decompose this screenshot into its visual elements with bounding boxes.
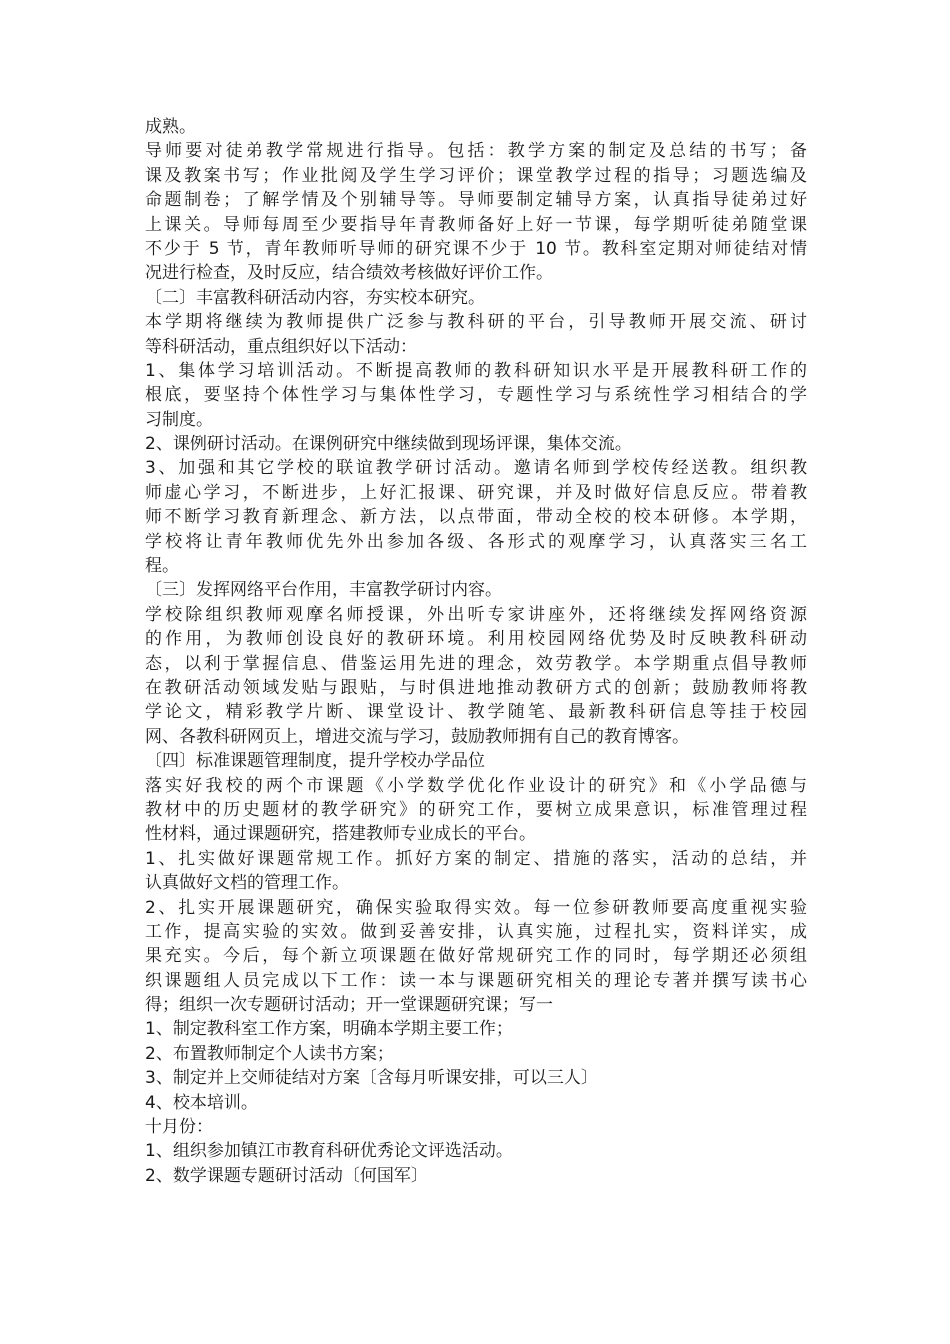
text-line: 态，以利于掌握信息、借鉴运用先进的理念，效劳教学。本学期重点倡导教师 — [145, 653, 807, 674]
list-item: 3、制定并上交师徒结对方案〔含每月听课安排，可以三人〕 — [145, 1068, 598, 1089]
list-item: 4、校本培训。 — [145, 1092, 258, 1113]
text-line: 工作，提高实验的实效。做到妥善安排，认真实施，过程扎实，资料详实，成 — [145, 921, 807, 942]
text-line: 学论文，精彩教学片断、课堂设计、教学随笔、最新教科研信息等挂于校园 — [145, 702, 807, 723]
text-line: 得；组织一次专题研讨活动；开一堂课题研究课；写一 — [145, 995, 553, 1016]
section-heading: 〔三〕发挥网络平台作用，丰富教学研讨内容。 — [145, 580, 502, 601]
text-line: 导师要对徒弟教学常规进行指导。包括：教学方案的制定及总结的书写；备 — [145, 141, 807, 162]
text-line: 等科研活动，重点组织好以下活动： — [145, 336, 417, 357]
list-item: 2、扎实开展课题研究，确保实验取得实效。每一位参研教师要高度重视实验 — [145, 897, 807, 918]
text-line: 教材中的历史题材的教学研究》的研究工作，要树立成果意识，标准管理过程 — [145, 799, 807, 820]
text-line: 程。 — [145, 556, 179, 577]
document-body — [145, 115, 807, 1188]
text-line: 的作用，为教师创设良好的教研环境。利用校园网络优势及时反映教科研动 — [145, 629, 807, 650]
text-line: 根底，要坚持个体性学习与集体性学习，专题性学习与系统性学习相结合的学 — [145, 385, 807, 406]
text-line: 命题制卷；了解学情及个别辅导等。导师要制定辅导方案，认真指导徒弟过好 — [145, 190, 807, 211]
text-line: 织课题组人员完成以下工作：读一本与课题研究相关的理论专著并撰写读书心 — [145, 970, 807, 991]
text-line: 师虚心学习，不断进步，上好汇报课、研究课，并及时做好信息反应。带着教 — [145, 482, 807, 503]
list-item: 1、扎实做好课题常规工作。抓好方案的制定、措施的落实，活动的总结，并 — [145, 848, 807, 869]
text-line: 性材料，通过课题研究，搭建教师专业成长的平台。 — [145, 824, 536, 845]
list-item: 2、数学课题专题研讨活动〔何国军〕 — [145, 1165, 428, 1186]
text-line: 况进行检查，及时反应，结合绩效考核做好评价工作。 — [145, 263, 553, 284]
text-line: 课及教案书写；作业批阅及学生学习评价；课堂教学过程的指导；习题选编及 — [145, 165, 807, 186]
text-line: 认真做好文档的管理工作。 — [145, 873, 349, 894]
list-item: 3、加强和其它学校的联谊教学研讨活动。邀请名师到学校传经送教。组织教 — [145, 458, 807, 479]
text-line: 成熟。 — [145, 117, 196, 137]
section-heading: 〔四〕标准课题管理制度，提升学校办学品位 — [145, 751, 485, 772]
list-item: 2、课例研讨活动。在课例研究中继续做到现场评课，集体交流。 — [145, 434, 632, 455]
text-line: 网、各教科研网页上，增进交流与学习，鼓励教师拥有自己的教育博客。 — [145, 726, 689, 747]
month-heading: 十月份： — [145, 1117, 213, 1138]
text-line: 落实好我校的两个市课题《小学数学优化作业设计的研究》和《小学品德与 — [145, 775, 807, 796]
text-line: 师不断学习教育新理念、新方法，以点带面，带动全校的校本研修。本学期， — [145, 507, 807, 528]
list-item: 2、布置教师制定个人读书方案； — [145, 1043, 394, 1064]
list-item: 1、集体学习培训活动。不断提高教师的教科研知识水平是开展教科研工作的 — [145, 360, 807, 381]
text-line: 不少于 5 节，青年教师听导师的研究课不少于 10 节。教科室定期对师徒结对情 — [145, 238, 807, 259]
text-line: 习制度。 — [145, 409, 213, 430]
text-line: 学校除组织教师观摩名师授课，外出听专家讲座外，还将继续发挥网络资源 — [145, 604, 807, 625]
text-line: 果充实。今后，每个新立项课题在做好常规研究工作的同时，每学期还必须组 — [145, 946, 807, 967]
text-line: 在教研活动领域发贴与跟贴，与时俱进地推动教研方式的创新；鼓励教师将教 — [145, 677, 807, 698]
text-line: 本学期将继续为教师提供广泛参与教科研的平台，引导教师开展交流、研讨 — [145, 312, 807, 333]
text-line: 上课关。导师每周至少要指导年青教师备好上好一节课，每学期听徒弟随堂课 — [145, 214, 807, 235]
list-item: 1、制定教科室工作方案，明确本学期主要工作； — [145, 1019, 513, 1040]
text-line: 学校将让青年教师优先外出参加各级、各形式的观摩学习，认真落实三名工 — [145, 531, 807, 552]
section-heading: 〔二〕丰富教科研活动内容，夯实校本研究。 — [145, 287, 485, 308]
list-item: 1、组织参加镇江市教育科研优秀论文评选活动。 — [145, 1141, 513, 1162]
